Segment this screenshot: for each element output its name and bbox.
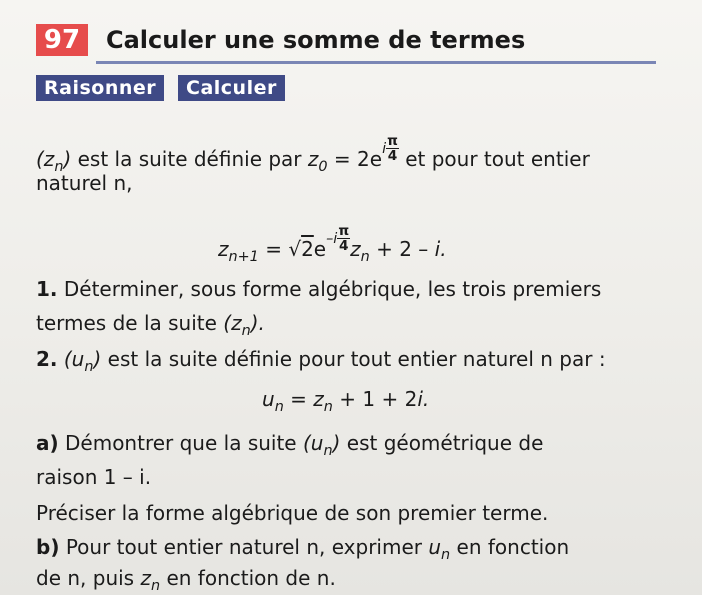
question-2b-label: b) <box>36 535 60 559</box>
formula-z0: $z_0 = 2ei$ $\frac{\pi}{4}$ <box>307 133 398 175</box>
question-1-number: 1. <box>36 277 58 301</box>
formula-un: $u_n = z_n + 1 + 2i$. <box>262 387 430 416</box>
question-2a-line-2: raison 1 – i. <box>36 465 152 489</box>
statement-intro-text: est la suite définie par <box>77 146 302 171</box>
question-1-line-1 <box>36 276 601 302</box>
exercise-title: Calculer une somme de termes <box>106 26 526 54</box>
question-2-line-1 <box>36 346 606 376</box>
question-2a-line-1 <box>36 430 544 460</box>
sequence-un-symbol-2: $(u_n)$ <box>302 431 341 460</box>
question-2-text-1: est la suite définie pour tout entier naturel n par : <box>107 347 606 371</box>
sequence-zn-symbol-2: $(z_n)$. <box>223 311 265 340</box>
formula-recurrence: $z_{n+1} = √2e-i$ $\frac{\pi}{4}$ $z_n + 2 - i$. <box>218 223 447 265</box>
question-2-number: 2. <box>36 347 58 371</box>
question-2b-line-1 <box>36 534 570 564</box>
exercise-number-badge: 97 <box>36 24 88 56</box>
question-1-line-2 <box>36 310 265 340</box>
sequence-zn-symbol: $(z_n)$ <box>36 146 72 175</box>
title-underline <box>96 61 656 64</box>
question-2b-text-1: Pour tout entier naturel n, exprimer <box>65 535 422 559</box>
sequence-un-symbol: $(u_n)$ <box>63 347 102 376</box>
question-2a-label: a) <box>36 431 59 455</box>
question-2a-line-3: Préciser la forme algébrique de son premier terme. <box>36 501 549 525</box>
statement-line-2: naturel n, <box>36 171 133 195</box>
tag-calculer: Calculer <box>178 75 285 101</box>
question-1-text-1: Déterminer, sous forme algébrique, les trois premiers <box>63 277 602 301</box>
question-2a-text-1: Démontrer que la suite <box>65 431 297 455</box>
question-2b-text-2-end: en fonction de n. <box>166 566 336 590</box>
statement-line-1 <box>36 133 590 175</box>
term-un: $u_n$ <box>428 535 451 564</box>
statement-trailing-text: et pour tout entier <box>405 146 590 171</box>
question-2b-text-1-end: en fonction <box>456 535 570 559</box>
question-2b-line-2 <box>36 565 336 595</box>
question-1-text-2: termes de la suite <box>36 311 217 335</box>
question-2b-text-2: de n, puis <box>36 566 135 590</box>
term-zn: $z_n$ <box>140 566 161 595</box>
question-2a-text-1-end: est géométrique de <box>346 431 544 455</box>
tag-raisonner: Raisonner <box>36 75 164 101</box>
